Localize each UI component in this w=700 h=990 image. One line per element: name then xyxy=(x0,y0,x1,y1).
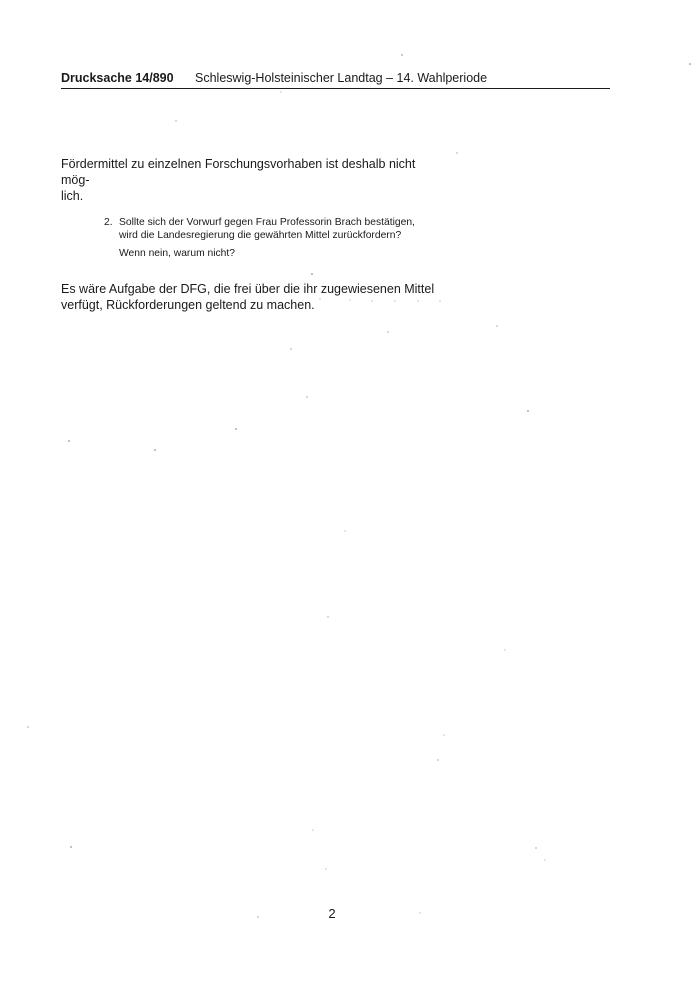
header-title: Schleswig-Holsteinischer Landtag – 14. Wahlperiode xyxy=(195,71,488,85)
question-line: Sollte sich der Vorwurf gegen Frau Professorin Brach bestätigen, xyxy=(119,217,415,228)
page-number: 2 xyxy=(328,906,336,921)
question-number: 2. xyxy=(104,217,113,228)
paragraph-line: Es wäre Aufgabe der DFG, die frei über die ihr zugewiesenen Mittel xyxy=(61,282,435,296)
paragraph-line: lich. xyxy=(61,189,84,203)
paragraph-line: Fördermittel zu einzelnen Forschungsvorhaben ist deshalb nicht mög- xyxy=(61,157,416,187)
question-line: Wenn nein, warum nicht? xyxy=(119,248,235,259)
paragraph-line: verfügt, Rückforderungen geltend zu machen. xyxy=(61,298,315,312)
document-number: Drucksache 14/890 xyxy=(61,71,174,85)
question-line: wird die Landesregierung die gewährten Mittel zurückfordern? xyxy=(119,230,402,241)
